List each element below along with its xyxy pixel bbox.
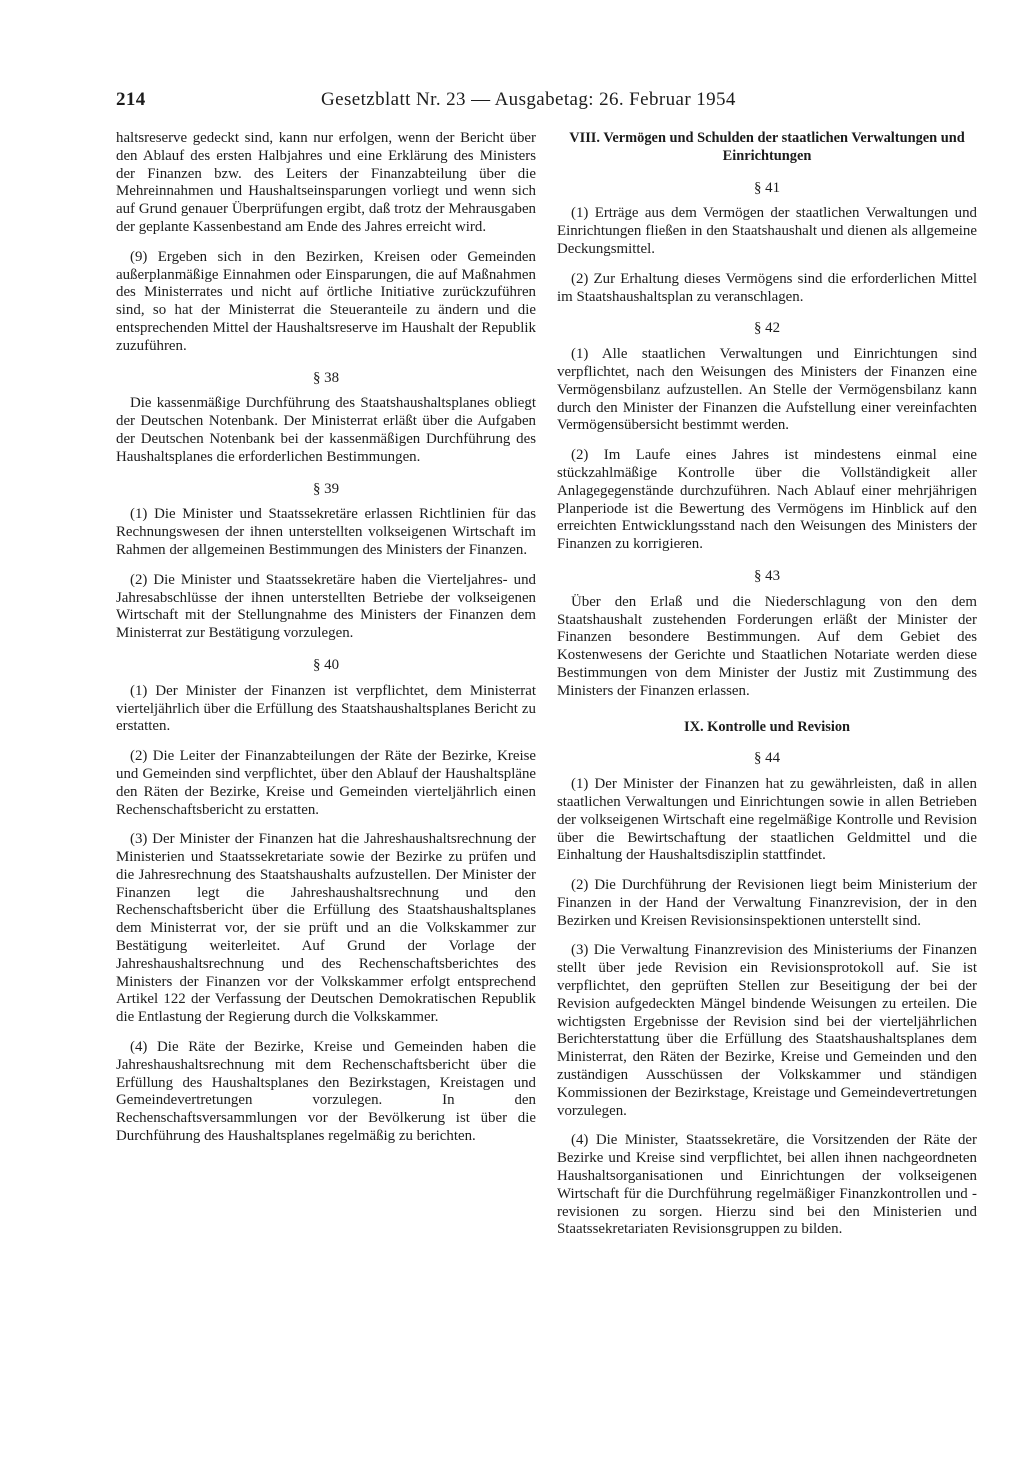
paragraph: (2) Zur Erhaltung dieses Vermögens sind die erforderlichen Mittel im Staatshaushaltsplan zu veranschlagen. bbox=[557, 270, 977, 305]
section-heading-44: § 44 bbox=[753, 750, 781, 767]
paragraph: (1) Erträge aus dem Vermögen der staatlichen Verwaltungen und Einrichtungen fließen in den Staatshaushalt und dienen als allgemeine Deckungsmittel. bbox=[557, 205, 977, 257]
paragraph: (9) Ergeben sich in den Bezirken, Kreisen oder Gemeinden außerplanmäßige Einnahmen oder Einsparungen, die auf Maßnahmen des Ministerrates und nicht auf örtliche Initiative zurückzuführen sind, so hat der Ministerrat die Steueranteile zu ändern und die entsprechenden Mittel der Haushaltsreserve im Haushalt der Republik zuzuführen. bbox=[116, 248, 536, 354]
section-heading-42: § 42 bbox=[753, 320, 781, 337]
paragraph: (3) Die Verwaltung Finanzrevision des Ministeriums der Finanzen stellt über jede Revision ein Revisionsprotokoll auf. Sie ist verpflichtet, den geprüften Stellen zur Beseitigung der bei der Revision aufgedeckten Mängel bindende Weisungen zu erteilen. Die wichtigsten Ergebnisse der Revision sind bei der vierteljährlichen Berichterstattung über die Erfüllung des Staatshaushaltsplanes dem Ministerrat, den Räten der Bezirke, Kreise und Gemeinden und den zuständigen Ausschüssen der Volkskammer und ständigen Kommissionen der Bezirkstage, Kreistage und Gemeindevertretungen vorzulegen. bbox=[557, 942, 977, 1119]
left-column bbox=[116, 130, 536, 1158]
paragraph: (4) Die Minister, Staatssekretäre, die Vorsitzenden der Räte der Bezirke und Kreise sind verpflichtet, bei allen ihnen nachgeordneten Haushaltsorganisationen und Einrichtungen der volkseigenen Wirtschaft für die Durchführung regelmäßiger Finanzkontrollen und -revisionen zu sorgen. Hierzu sind bei den Ministerien und Staatssekretariaten Revisionsgruppen zu bilden. bbox=[557, 1132, 977, 1238]
section-heading-41: § 41 bbox=[753, 179, 781, 196]
paragraph: (2) Die Durchführung der Revisionen liegt beim Ministerium der Finanzen in der Hand der Verwaltung Finanzrevision, der in den Bezirken und Kreisen Revisionsinspektionen unterstellt sind. bbox=[557, 877, 977, 929]
paragraph: (1) Die Minister und Staatssekretäre erlassen Richtlinien für das Rechnungswesen der ihnen unterstellten volkseigenen Wirtschaft im Rahmen der allgemeinen Bestimmungen des Ministers der Finanzen. bbox=[116, 506, 536, 558]
paragraph: (1) Der Minister der Finanzen ist verpflichtet, dem Ministerrat vierteljährlich über die Erfüllung des Staatshaushaltsplanes Bericht zu erstatten. bbox=[116, 682, 536, 735]
right-column bbox=[557, 130, 977, 1251]
section-heading-43: § 43 bbox=[753, 567, 781, 584]
paragraph: (2) Die Leiter der Finanzabteilungen der Räte der Bezirke, Kreise und Gemeinden sind verpflichtet, über den Ablauf der Haushaltspläne den Räten der Bezirke, Kreise und Gemeinden vierteljährlich einen Rechenschaftsbericht zu erstatten. bbox=[116, 748, 536, 818]
paragraph: (1) Der Minister der Finanzen hat zu gewährleisten, daß in allen staatlichen Verwaltungen und Einrichtungen sowie in allen Betrieben der volkseigenen Wirtschaft eine regelmäßige Kontrolle und Revision über die Bewirtschaftung der staatlichen Geldmittel und die Einhaltung der Haushaltsdisziplin stattfindet. bbox=[557, 776, 977, 864]
paragraph: Über den Erlaß und die Niederschlagung von den dem Staatshaushalt zustehenden Forderungen erläßt der Minister der Finanzen besondere Bestimmungen. Auf dem Gebiet des Kostenwesens der Gerichte und Staatlichen Notariate werden diese Bestimmungen von dem Minister der Justiz mit Zustimmung des Ministers der Finanzen erlassen. bbox=[557, 593, 977, 699]
paragraph: haltsreserve gedeckt sind, kann nur erfolgen, wenn der Bericht über den Ablauf des ersten Halbjahres und eine Erklärung des Ministers der Finanzen bzw. des Leiters der Finanzabteilung über die Mehreinnahmen und Haushaltseinsparungen vorliegt und wenn sich auf Grund genauer Überprüfungen ergibt, daß trotz der Mehrausgaben der geplante Kassenbestand am Ende des Jahres erreicht wird. bbox=[116, 130, 536, 235]
section-heading-38: § 38 bbox=[312, 369, 340, 386]
paragraph: (4) Die Räte der Bezirke, Kreise und Gemeinden haben die Jahreshaushaltsrechnung mit dem Rechenschaftsbericht über die Erfüllung des Haushaltsplanes den Bezirkstagen, Kreistagen und Gemeindevertretungen vorzulegen. In den Rechenschaftsversammlungen vor der Bevölkerung ist über die Durchführung des Haushaltsplanes regelmäßig zu berichten. bbox=[116, 1039, 536, 1145]
section-heading-40: § 40 bbox=[312, 656, 340, 673]
paragraph: Die kassenmäßige Durchführung des Staatshaushaltsplanes obliegt der Deutschen Notenbank. Der Ministerrat erläßt über die Aufgaben der Deutschen Notenbank bei der kassenmäßigen Durchführung des Haushaltsplanes die erforderlichen Bestimmungen. bbox=[116, 395, 536, 465]
running-head: Gesetzblatt Nr. 23 — Ausgabetag: 26. Februar 1954 bbox=[321, 89, 736, 110]
page-number: 214 bbox=[116, 89, 146, 110]
paragraph: (3) Der Minister der Finanzen hat die Jahreshaushaltsrechnung der Ministerien und Staatssekretariate sowie der Bezirke zu prüfen und die Jahresrechnung des Staatshaushalts aufzustellen. Der Minister der Finanzen legt die Jahreshaushaltsrechnung und den Rechenschaftsbericht über die Erfüllung des Staatshaushaltsplanes dem Ministerrat vor, der sie prüft und an die Volkskammer zur Bestätigung weiterleitet. Auf Grund der Vorlage der Jahreshaushaltsrechnung und des Rechenschaftsberichtes des Ministers der Finanzen vor der Volkskammer erfolgt entsprechend Artikel 122 der Verfassung der Deutschen Demokratischen Republik die Entlastung der Regierung durch die Volkskammer. bbox=[116, 831, 536, 1026]
chapter-heading-ix: IX. Kontrolle und Revision bbox=[683, 718, 851, 735]
paragraph: (2) Die Minister und Staatssekretäre haben die Vierteljahres- und Jahresabschlüsse der ihnen unterstellten Betriebe der volkseigenen Wirtschaft mit der Stellungnahme des Ministers der Finanzen dem Ministerrat zur Bestätigung vorzulegen. bbox=[116, 571, 536, 642]
section-heading-39: § 39 bbox=[312, 480, 340, 497]
paragraph: (2) Im Laufe eines Jahres ist mindestens einmal eine stückzahlmäßige Kontrolle über die Vollständigkeit aller Anlagegegenstände durchzuführen. Nach Ablauf einer mehrjährigen Planperiode ist die Bewertung des Vermögens im Hinblick auf den erreichten Entwicklungsstand nach den Weisungen des Ministers der Finanzen zu korrigieren. bbox=[557, 447, 977, 553]
paragraph: (1) Alle staatlichen Verwaltungen und Einrichtungen sind verpflichtet, nach den Weisungen des Ministers der Finanzen eine Vermögensbilanz aufzustellen. An Stelle der Vermögensbilanz kann durch den Minister der Finanzen die Aufstellung einer vereinfachten Vermögensübersicht bestimmt werden. bbox=[557, 346, 977, 434]
page-header bbox=[116, 86, 972, 120]
chapter-heading-viii: VIII. Vermögen und Schulden der staatlichen Verwaltungen und Einrichtungen bbox=[569, 130, 965, 164]
